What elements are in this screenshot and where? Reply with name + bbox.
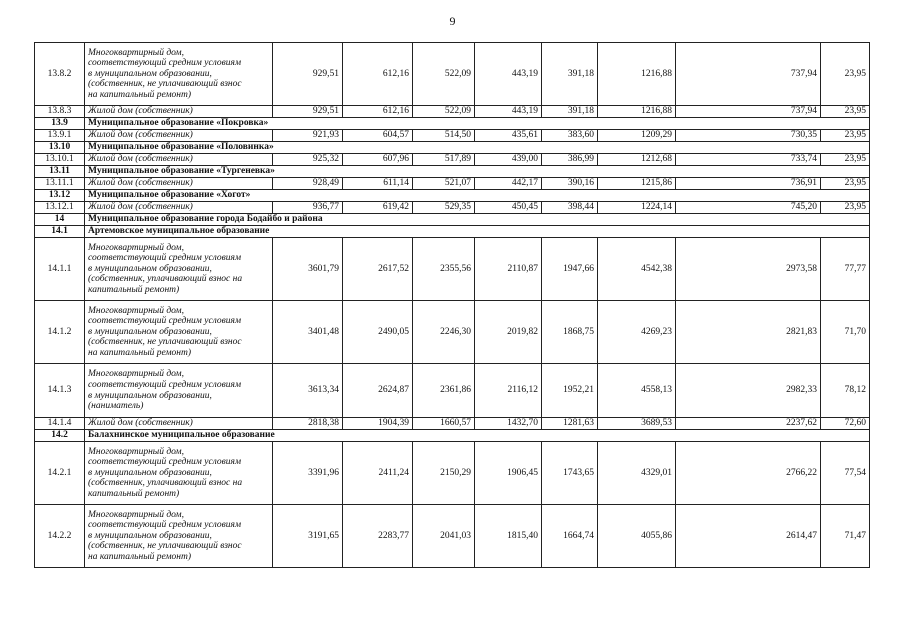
row-name-line: в муниципальном образовании, bbox=[88, 326, 212, 337]
value-cell: 2237,62 bbox=[676, 418, 821, 430]
row-name bbox=[85, 130, 273, 142]
row-code: 14.2.1 bbox=[35, 442, 85, 505]
value-cell: 2355,56 bbox=[413, 238, 475, 301]
table-row bbox=[35, 505, 870, 568]
value-cell: 2624,87 bbox=[343, 364, 413, 418]
value-cell: 2617,52 bbox=[343, 238, 413, 301]
value-cell: 1868,75 bbox=[542, 301, 598, 364]
row-code: 14 bbox=[35, 214, 85, 226]
row-name bbox=[85, 178, 273, 190]
value-cell: 4055,86 bbox=[598, 505, 676, 568]
row-name-line: (собственник, уплачивающий взнос на bbox=[88, 274, 243, 285]
value-cell: 439,00 bbox=[475, 154, 542, 166]
value-cell: 71,70 bbox=[821, 301, 870, 364]
row-name bbox=[85, 202, 273, 214]
row-name-line: на капитальный ремонт) bbox=[88, 551, 192, 562]
value-cell: 612,16 bbox=[343, 43, 413, 106]
value-cell: 2041,03 bbox=[413, 505, 475, 568]
value-cell: 23,95 bbox=[821, 154, 870, 166]
row-name-line: (наниматель) bbox=[88, 401, 144, 412]
value-cell: 737,94 bbox=[676, 106, 821, 118]
value-cell: 1664,74 bbox=[542, 505, 598, 568]
value-cell: 3191,65 bbox=[273, 505, 343, 568]
value-cell: 522,09 bbox=[413, 43, 475, 106]
value-cell: 2116,12 bbox=[475, 364, 542, 418]
table-row bbox=[35, 154, 870, 166]
value-cell: 4269,23 bbox=[598, 301, 676, 364]
row-name bbox=[85, 43, 273, 106]
value-cell: 928,49 bbox=[273, 178, 343, 190]
row-name-line: в муниципальном образовании, bbox=[88, 530, 212, 541]
value-cell: 23,95 bbox=[821, 43, 870, 106]
row-name bbox=[85, 364, 273, 418]
value-cell: 450,45 bbox=[475, 202, 542, 214]
value-cell: 517,89 bbox=[413, 154, 475, 166]
value-cell: 2150,29 bbox=[413, 442, 475, 505]
row-code: 13.12 bbox=[35, 190, 85, 202]
row-name bbox=[85, 301, 273, 364]
row-name-line: соответствующий средним условиям bbox=[88, 379, 242, 390]
row-code: 13.8.3 bbox=[35, 106, 85, 118]
row-name-line: в муниципальном образовании, bbox=[88, 263, 212, 274]
row-code: 14.1.4 bbox=[35, 418, 85, 430]
value-cell: 611,14 bbox=[343, 178, 413, 190]
section-title: Артемовское муниципальное образование bbox=[85, 226, 870, 238]
row-code: 13.10 bbox=[35, 142, 85, 154]
value-cell: 71,47 bbox=[821, 505, 870, 568]
row-name-line: (собственник, не уплачивающий взнос bbox=[88, 337, 242, 348]
row-name-line: капитальный ремонт) bbox=[88, 488, 180, 499]
table-row bbox=[35, 442, 870, 505]
value-cell: 398,44 bbox=[542, 202, 598, 214]
row-name bbox=[85, 442, 273, 505]
value-cell: 383,60 bbox=[542, 130, 598, 142]
section-row bbox=[35, 190, 870, 202]
table-row bbox=[35, 130, 870, 142]
value-cell: 1906,45 bbox=[475, 442, 542, 505]
tariff-table bbox=[34, 42, 870, 568]
table-row bbox=[35, 238, 870, 301]
value-cell: 929,51 bbox=[273, 106, 343, 118]
value-cell: 2283,77 bbox=[343, 505, 413, 568]
value-cell: 435,61 bbox=[475, 130, 542, 142]
value-cell: 529,35 bbox=[413, 202, 475, 214]
value-cell: 23,95 bbox=[821, 202, 870, 214]
row-name bbox=[85, 106, 273, 118]
value-cell: 1660,57 bbox=[413, 418, 475, 430]
value-cell: 736,91 bbox=[676, 178, 821, 190]
row-name bbox=[85, 418, 273, 430]
value-cell: 1215,86 bbox=[598, 178, 676, 190]
row-name bbox=[85, 238, 273, 301]
row-name-line: Жилой дом (собственник) bbox=[88, 154, 193, 165]
value-cell: 386,99 bbox=[542, 154, 598, 166]
section-row bbox=[35, 142, 870, 154]
row-name-line: соответствующий средним условиям bbox=[88, 58, 242, 69]
value-cell: 442,17 bbox=[475, 178, 542, 190]
section-row bbox=[35, 166, 870, 178]
value-cell: 77,54 bbox=[821, 442, 870, 505]
value-cell: 3689,53 bbox=[598, 418, 676, 430]
row-name-line: соответствующий средним условиям bbox=[88, 316, 242, 327]
value-cell: 77,77 bbox=[821, 238, 870, 301]
value-cell: 23,95 bbox=[821, 106, 870, 118]
row-code: 14.1.3 bbox=[35, 364, 85, 418]
value-cell: 745,20 bbox=[676, 202, 821, 214]
row-name-line: (собственник, не уплачивающий взнос bbox=[88, 79, 242, 90]
section-row bbox=[35, 226, 870, 238]
value-cell: 936,77 bbox=[273, 202, 343, 214]
value-cell: 921,93 bbox=[273, 130, 343, 142]
value-cell: 23,95 bbox=[821, 130, 870, 142]
value-cell: 522,09 bbox=[413, 106, 475, 118]
table-body bbox=[35, 43, 870, 568]
value-cell: 737,94 bbox=[676, 43, 821, 106]
value-cell: 1224,14 bbox=[598, 202, 676, 214]
value-cell: 3613,34 bbox=[273, 364, 343, 418]
value-cell: 730,35 bbox=[676, 130, 821, 142]
table-row bbox=[35, 106, 870, 118]
row-code: 14.1 bbox=[35, 226, 85, 238]
row-name-line: Жилой дом (собственник) bbox=[88, 130, 193, 141]
value-cell: 443,19 bbox=[475, 106, 542, 118]
value-cell: 23,95 bbox=[821, 178, 870, 190]
row-name-line: соответствующий средним условиям bbox=[88, 253, 242, 264]
value-cell: 390,16 bbox=[542, 178, 598, 190]
value-cell: 4542,38 bbox=[598, 238, 676, 301]
value-cell: 4329,01 bbox=[598, 442, 676, 505]
row-code: 14.1.1 bbox=[35, 238, 85, 301]
value-cell: 1815,40 bbox=[475, 505, 542, 568]
value-cell: 1216,88 bbox=[598, 43, 676, 106]
row-name-line: Жилой дом (собственник) bbox=[88, 178, 193, 189]
value-cell: 929,51 bbox=[273, 43, 343, 106]
row-name-line: соответствующий средним условиям bbox=[88, 457, 242, 468]
row-code: 13.12.1 bbox=[35, 202, 85, 214]
row-name-line: (собственник, уплачивающий взнос на bbox=[88, 478, 243, 489]
value-cell: 2361,86 bbox=[413, 364, 475, 418]
row-name-line: соответствующий средним условиям bbox=[88, 520, 242, 531]
value-cell: 1952,21 bbox=[542, 364, 598, 418]
row-name-line: Многоквартирный дом, bbox=[88, 242, 184, 253]
row-code: 13.11 bbox=[35, 166, 85, 178]
row-name-line: Многоквартирный дом, bbox=[88, 509, 184, 520]
row-name-line: в муниципальном образовании, bbox=[88, 467, 212, 478]
row-name-line: Многоквартирный дом, bbox=[88, 47, 184, 58]
row-name-line: (собственник, не уплачивающий взнос bbox=[88, 541, 242, 552]
value-cell: 733,74 bbox=[676, 154, 821, 166]
table-row bbox=[35, 43, 870, 106]
row-code: 14.2 bbox=[35, 430, 85, 442]
row-name-line: в муниципальном образовании, bbox=[88, 68, 212, 79]
value-cell: 2982,33 bbox=[676, 364, 821, 418]
row-name-line: Жилой дом (собственник) bbox=[88, 106, 193, 117]
value-cell: 925,32 bbox=[273, 154, 343, 166]
section-row bbox=[35, 214, 870, 226]
value-cell: 2490,05 bbox=[343, 301, 413, 364]
value-cell: 443,19 bbox=[475, 43, 542, 106]
value-cell: 1904,39 bbox=[343, 418, 413, 430]
value-cell: 2019,82 bbox=[475, 301, 542, 364]
value-cell: 3391,96 bbox=[273, 442, 343, 505]
value-cell: 3401,48 bbox=[273, 301, 343, 364]
value-cell: 1216,88 bbox=[598, 106, 676, 118]
value-cell: 1743,65 bbox=[542, 442, 598, 505]
row-code: 13.9 bbox=[35, 118, 85, 130]
row-name-line: Многоквартирный дом, bbox=[88, 369, 184, 380]
value-cell: 2818,38 bbox=[273, 418, 343, 430]
value-cell: 1209,29 bbox=[598, 130, 676, 142]
value-cell: 4558,13 bbox=[598, 364, 676, 418]
row-name bbox=[85, 154, 273, 166]
value-cell: 2110,87 bbox=[475, 238, 542, 301]
row-name-line: Жилой дом (собственник) bbox=[88, 202, 193, 213]
row-name-line: на капитальный ремонт) bbox=[88, 89, 192, 100]
value-cell: 619,42 bbox=[343, 202, 413, 214]
row-code: 13.10.1 bbox=[35, 154, 85, 166]
row-code: 13.9.1 bbox=[35, 130, 85, 142]
row-code: 13.8.2 bbox=[35, 43, 85, 106]
value-cell: 2821,83 bbox=[676, 301, 821, 364]
row-code: 14.1.2 bbox=[35, 301, 85, 364]
row-name-line: на капитальный ремонт) bbox=[88, 347, 192, 358]
section-row bbox=[35, 430, 870, 442]
row-code: 14.2.2 bbox=[35, 505, 85, 568]
section-title: Муниципальное образование «Тургеневка» bbox=[85, 166, 870, 178]
value-cell: 607,96 bbox=[343, 154, 413, 166]
row-name-line: капитальный ремонт) bbox=[88, 284, 180, 295]
row-name bbox=[85, 505, 273, 568]
value-cell: 2411,24 bbox=[343, 442, 413, 505]
row-name-line: в муниципальном образовании, bbox=[88, 390, 212, 401]
row-code: 13.11.1 bbox=[35, 178, 85, 190]
value-cell: 72,60 bbox=[821, 418, 870, 430]
table-row bbox=[35, 364, 870, 418]
row-name-line: Многоквартирный дом, bbox=[88, 446, 184, 457]
value-cell: 1432,70 bbox=[475, 418, 542, 430]
section-title: Муниципальное образование города Бодайбо и района bbox=[85, 214, 870, 226]
value-cell: 612,16 bbox=[343, 106, 413, 118]
value-cell: 1947,66 bbox=[542, 238, 598, 301]
value-cell: 2614,47 bbox=[676, 505, 821, 568]
section-title: Муниципальное образование «Половинка» bbox=[85, 142, 870, 154]
value-cell: 1281,63 bbox=[542, 418, 598, 430]
row-name-line: Жилой дом (собственник) bbox=[88, 418, 193, 429]
value-cell: 521,07 bbox=[413, 178, 475, 190]
page-number: 9 bbox=[449, 14, 456, 28]
value-cell: 3601,79 bbox=[273, 238, 343, 301]
section-title: Муниципальное образование «Покровка» bbox=[85, 118, 870, 130]
value-cell: 514,50 bbox=[413, 130, 475, 142]
table-row bbox=[35, 418, 870, 430]
table-row bbox=[35, 301, 870, 364]
section-title: Муниципальное образование «Хогот» bbox=[85, 190, 870, 202]
row-name-line: Многоквартирный дом, bbox=[88, 305, 184, 316]
value-cell: 604,57 bbox=[343, 130, 413, 142]
table-row bbox=[35, 178, 870, 190]
value-cell: 391,18 bbox=[542, 106, 598, 118]
value-cell: 2246,30 bbox=[413, 301, 475, 364]
section-title: Балахнинское муниципальное образование bbox=[85, 430, 870, 442]
value-cell: 2973,58 bbox=[676, 238, 821, 301]
value-cell: 2766,22 bbox=[676, 442, 821, 505]
value-cell: 78,12 bbox=[821, 364, 870, 418]
value-cell: 391,18 bbox=[542, 43, 598, 106]
section-row bbox=[35, 118, 870, 130]
value-cell: 1212,68 bbox=[598, 154, 676, 166]
table-row bbox=[35, 202, 870, 214]
